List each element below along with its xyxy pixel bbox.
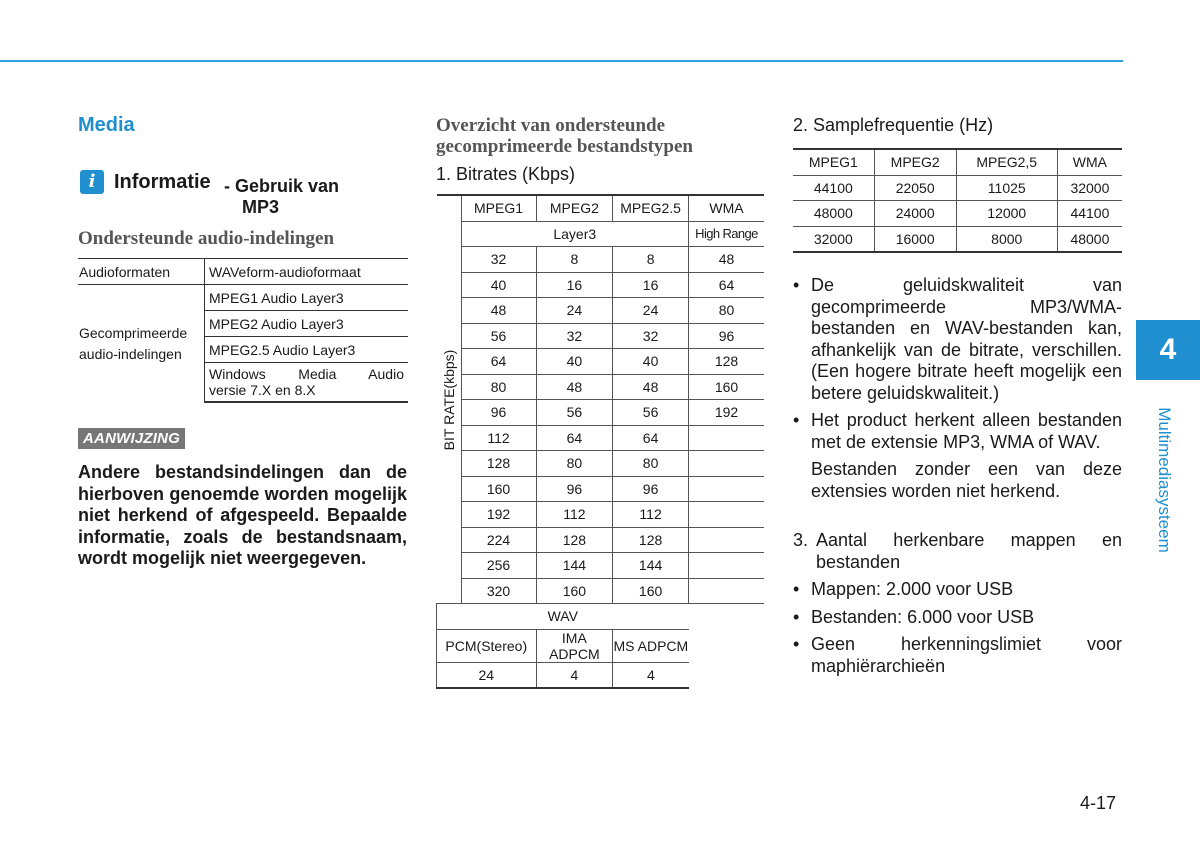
table-cell: 192 [689, 400, 765, 426]
table-row [437, 629, 765, 662]
table-row [793, 226, 1122, 252]
bitrates-title: 1. Bitrates (Kbps) [436, 164, 576, 184]
table-header-cell: PCM(Stereo) [437, 629, 537, 662]
table-header-cell: MPEG2,5 [956, 149, 1057, 175]
table-cell: 160 [461, 476, 536, 502]
table-cell: 64 [689, 272, 765, 298]
table-cell: 8 [536, 247, 613, 273]
numbered-item-text: Aantal herkenbare mappen en bestanden [816, 530, 1122, 572]
table-cell: 16 [613, 272, 689, 298]
high-range-label: High Range [689, 221, 765, 247]
list-item-text: Het product herkent alleen bestanden met de extensie MP3, WMA of WAV. [811, 410, 1122, 452]
list-item [793, 275, 1122, 404]
table-cell: 80 [536, 451, 613, 477]
table-cell: 64 [461, 349, 536, 375]
table-cell: 80 [461, 374, 536, 400]
bullet-icon: • [793, 275, 800, 295]
bullet-icon: • [793, 606, 800, 627]
table-cell: 80 [689, 298, 765, 324]
table-cell: 96 [613, 476, 689, 502]
note-text: Andere bestandsindelingen dan de hierboven genoemde worden mogelijk niet herkend of afgespeeld. Bepaalde informatie, zoals de bestandsnaam, wordt mogelijk niet weergegeven. [78, 462, 407, 568]
table-cell: 24 [437, 662, 537, 688]
table-row [437, 502, 765, 528]
header-rule [0, 60, 1123, 62]
table-cell: 4 [536, 662, 613, 688]
table-cell: 32 [461, 247, 536, 273]
table-cell [689, 527, 765, 553]
table-cell: 48 [689, 247, 765, 273]
table-cell: 16000 [874, 226, 956, 252]
table-cell [689, 451, 765, 477]
table-cell: Audioformaten [78, 259, 205, 285]
notes-list [793, 275, 1122, 677]
table-cell: 128 [613, 527, 689, 553]
table-cell: 112 [536, 502, 613, 528]
list-item-paragraph: Bestanden zonder een van deze extensies worden niet herkend. [811, 459, 1122, 501]
table-cell: 144 [613, 553, 689, 579]
table-cell: 96 [689, 323, 765, 349]
table-cell: MPEG2 Audio Layer3 [205, 311, 409, 337]
table-row [78, 285, 408, 311]
page-number: 4-17 [1080, 793, 1117, 813]
note-badge: AANWIJZING [78, 428, 185, 449]
table-cell: 56 [613, 400, 689, 426]
table-cell: 44100 [793, 175, 874, 201]
section-title: Media [78, 114, 135, 136]
table-cell: 112 [461, 425, 536, 451]
table-cell: 128 [536, 527, 613, 553]
table-cell: 8000 [956, 226, 1057, 252]
table-header-cell: MS ADPCM [613, 629, 689, 662]
list-item-text: Mappen: 2.000 voor USB [811, 579, 1014, 599]
table-row [437, 527, 765, 553]
table-cell: 160 [536, 578, 613, 604]
table-cell: 4 [613, 662, 689, 688]
table-cell: 48 [613, 374, 689, 400]
table-cell: 32 [536, 323, 613, 349]
table-row [437, 349, 765, 375]
info-subtitle [224, 176, 404, 218]
table-cell [689, 502, 765, 528]
table-row [437, 272, 765, 298]
table-cell: 64 [536, 425, 613, 451]
table-cell: 40 [461, 272, 536, 298]
table-cell [689, 553, 765, 579]
sample-rate-title: 2. Samplefrequentie (Hz) [793, 115, 994, 135]
table-cell: 24000 [874, 201, 956, 227]
table-row [437, 425, 765, 451]
table-cell: 40 [536, 349, 613, 375]
table-cell: 44100 [1057, 201, 1122, 227]
table-cell: 32000 [793, 226, 874, 252]
list-item [793, 607, 1122, 629]
bullet-icon: • [793, 579, 800, 599]
table-cell: 144 [536, 553, 613, 579]
table-cell: 24 [536, 298, 613, 324]
table-cell-group-label [78, 285, 205, 403]
bullet-icon: • [793, 410, 800, 430]
table-cell: 22050 [874, 175, 956, 201]
table-cell: 16 [536, 272, 613, 298]
table-row [437, 400, 765, 426]
bitrate-table-wrap [436, 194, 764, 689]
table-cell [689, 578, 765, 604]
table-header-cell: IMA ADPCM [536, 629, 613, 662]
bitrate-side-label-cell [437, 195, 462, 604]
table-cell: 64 [613, 425, 689, 451]
table-cell: 48000 [1057, 226, 1122, 252]
table-cell: 24 [613, 298, 689, 324]
table-cell: 320 [461, 578, 536, 604]
bullet-icon: • [793, 634, 800, 654]
chapter-label: Multimediasysteem [1155, 407, 1174, 553]
table-cell [689, 425, 765, 451]
table-cell: 160 [613, 578, 689, 604]
list-item [793, 634, 1122, 677]
audio-formats-heading: Ondersteunde audio-indelingen [78, 228, 335, 249]
table-cell: 96 [461, 400, 536, 426]
table-row [437, 553, 765, 579]
table-row [437, 323, 765, 349]
info-icon: i [80, 170, 104, 194]
table-cell: 40 [613, 349, 689, 375]
numbered-item [793, 530, 1122, 573]
info-label: Informatie [114, 171, 211, 193]
bitrate-table [436, 194, 764, 689]
table-header-cell: WMA [1057, 149, 1122, 175]
table-cell: 8 [613, 247, 689, 273]
table-cell: WAVeform-audioformaat [205, 259, 409, 285]
table-cell: 224 [461, 527, 536, 553]
table-cell: MPEG1 Audio Layer3 [205, 285, 409, 311]
wma-line2: versie 7.X en 8.X [209, 382, 316, 398]
chapter-tab: 4 [1136, 320, 1200, 380]
table-header-cell: MPEG2 [536, 195, 613, 221]
overview-heading [436, 115, 693, 157]
table-header-cell: MPEG2.5 [613, 195, 689, 221]
table-cell [689, 476, 765, 502]
table-row [437, 298, 765, 324]
table-cell: MPEG2.5 Audio Layer3 [205, 337, 409, 363]
group-label-line2: audio-indelingen [79, 345, 182, 362]
table-row [437, 221, 765, 247]
table-cell: 96 [536, 476, 613, 502]
sample-rate-table [793, 148, 1122, 253]
wma-line1: Windows Media Audio [209, 366, 404, 382]
table-header-row [793, 149, 1122, 175]
table-cell: 56 [461, 323, 536, 349]
overview-heading-line1: Overzicht van ondersteunde [436, 115, 666, 136]
table-header-cell: WMA [689, 195, 765, 221]
table-cell: 128 [689, 349, 765, 375]
overview-heading-line2: gecomprimeerde bestandstypen [436, 136, 693, 157]
table-header-cell: MPEG1 [793, 149, 874, 175]
list-item-text: Bestanden: 6.000 voor USB [811, 606, 1035, 627]
item-number: 3. [793, 530, 809, 550]
table-cell: 32 [613, 323, 689, 349]
table-header-row [437, 195, 765, 221]
table-header-cell: MPEG1 [461, 195, 536, 221]
table-cell: 12000 [956, 201, 1057, 227]
list-item [793, 410, 1122, 453]
group-label-line1: Gecomprimeerde [79, 324, 188, 341]
table-cell: 48 [536, 374, 613, 400]
audio-formats-table [78, 258, 408, 403]
table-cell: 256 [461, 553, 536, 579]
layer-label: Layer3 [461, 221, 689, 247]
table-cell: 128 [461, 451, 536, 477]
table-cell: 11025 [956, 175, 1057, 201]
wav-label: WAV [437, 604, 689, 630]
table-row [437, 247, 765, 273]
table-cell: 48000 [793, 201, 874, 227]
table-cell: 80 [613, 451, 689, 477]
info-subtitle-line1: - Gebruik van [224, 176, 340, 196]
table-row [437, 662, 765, 688]
table-row [78, 259, 408, 285]
table-cell: 56 [536, 400, 613, 426]
table-row [793, 175, 1122, 201]
table-row [437, 451, 765, 477]
table-cell: 32000 [1057, 175, 1122, 201]
list-item-text: De geluidskwaliteit van gecomprimeerde MP3/WMA-bestanden en WAV-bestanden kan, afhankelijk van de bitrate, verschillen. (Een hogere bitrate heeft mogelijk een betere geluidskwaliteit.) [811, 275, 1122, 403]
table-cell: 160 [689, 374, 765, 400]
table-row [437, 374, 765, 400]
info-subtitle-line2: MP3 [242, 197, 280, 217]
table-row [437, 604, 765, 630]
table-cell: 112 [613, 502, 689, 528]
table-row [437, 578, 765, 604]
table-cell: 192 [461, 502, 536, 528]
table-cell: 48 [461, 298, 536, 324]
list-item [793, 579, 1122, 601]
table-header-cell: MPEG2 [874, 149, 956, 175]
table-row [793, 201, 1122, 227]
list-item-text: Geen herkenningslimiet voor maphiërarchieën [811, 634, 1122, 676]
bitrate-side-label: BIT RATE(kbps) [440, 349, 457, 450]
table-cell [205, 363, 409, 403]
table-row [437, 476, 765, 502]
